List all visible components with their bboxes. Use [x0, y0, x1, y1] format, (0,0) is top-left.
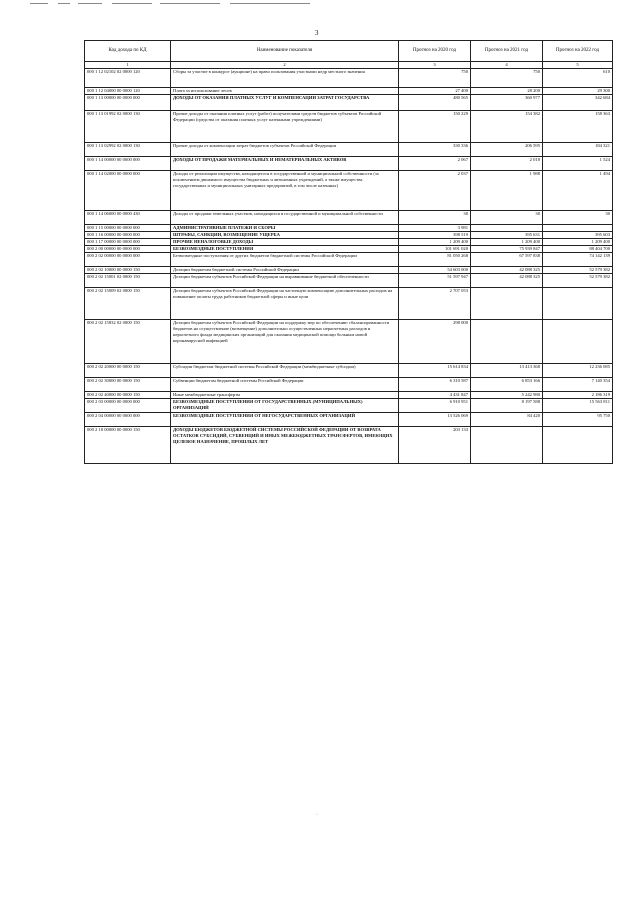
table-row: [85, 69, 613, 88]
header-2020: Прогноз на 2020 год: [399, 41, 471, 62]
row-name: Безвозмездные поступления от других бюджетов бюджетной системы Российской Федерации: [171, 253, 399, 267]
table-row: [85, 225, 613, 232]
row-value-2022: 15 563 811: [543, 399, 613, 413]
row-value-2022: [543, 320, 613, 364]
row-name: ДОХОДЫ ОТ ПРОДАЖИ МАТЕРИАЛЬНЫХ И НЕМАТЕРИАЛЬНЫХ АКТИВОВ: [171, 157, 399, 171]
row-name: ПРОЧИЕ НЕНАЛОГОВЫЕ ДОХОДЫ: [171, 239, 399, 246]
row-code: 000 1 13 00000 00 0000 000: [85, 95, 171, 111]
column-index: 1: [85, 62, 171, 69]
row-code: 000 2 02 30000 00 0000 150: [85, 378, 171, 392]
row-value-2022: 342 684: [543, 95, 613, 111]
row-value-2022: 52 579 382: [543, 274, 613, 288]
row-value-2021: 2 018: [471, 157, 543, 171]
row-code: 000 2 02 10000 00 0000 150: [85, 267, 171, 274]
revenue-forecast-table: [84, 40, 613, 464]
row-code: 000 2 03 00000 00 0000 000: [85, 399, 171, 413]
row-value-2020: 203 133: [399, 427, 471, 464]
row-value-2021: 13 413 368: [471, 364, 543, 378]
row-value-2020: 2 707 053: [399, 288, 471, 320]
scan-artifact-marks: [30, 3, 330, 5]
row-code: 000 2 02 15832 02 0000 150: [85, 320, 171, 364]
row-value-2020: 750: [399, 69, 471, 88]
row-value-2021: [471, 320, 543, 364]
header-code: Код дохода по КД: [85, 41, 171, 62]
row-name: Сборы за участие в конкурсе (аукционе) на право пользования участками недр местного значения: [171, 69, 399, 88]
row-value-2021: 75 939 847: [471, 246, 543, 253]
row-value-2022: 12 236 085: [543, 364, 613, 378]
row-name: Иные межбюджетные трансферты: [171, 392, 399, 399]
row-value-2022: [543, 288, 613, 320]
row-code: 000 2 00 00000 00 0000 000: [85, 246, 171, 253]
row-name: Субсидии бюджетам бюджетной системы Российской Федерации (межбюджетные субсидии): [171, 364, 399, 378]
row-value-2022: 395 603: [543, 232, 613, 239]
row-code: 000 2 02 15009 02 0000 150: [85, 288, 171, 320]
table-row: [85, 171, 613, 211]
row-value-2020: 480 565: [399, 95, 471, 111]
table-row: [85, 157, 613, 171]
row-value-2022: 184 321: [543, 143, 613, 157]
row-value-2021: 30: [471, 211, 543, 225]
table-row: [85, 95, 613, 111]
row-code: 000 2 02 00000 00 0000 000: [85, 253, 171, 267]
row-code: 000 2 18 00000 00 0000 150: [85, 427, 171, 464]
table-row: [85, 211, 613, 225]
row-value-2020: 51 597 947: [399, 274, 471, 288]
row-code: 000 2 04 00000 00 0000 000: [85, 413, 171, 427]
row-value-2021: 5 242 980: [471, 392, 543, 399]
row-name: Доходы от реализации имущества, находящегося в государственной и муниципальной собственности (за исключением движимого имущества бюджетных и автономных учреждений, а также имущества государственных и муниципальных унитарных предприятий, в том числе казенных): [171, 171, 399, 211]
row-name: Плата за использование лесов: [171, 88, 399, 95]
row-value-2021: [471, 288, 543, 320]
row-value-2020: 30: [399, 211, 471, 225]
row-name: АДМИНИСТРАТИВНЫЕ ПЛАТЕЖИ И СБОРЫ: [171, 225, 399, 232]
header-name: Наименование показателя: [171, 41, 399, 62]
row-value-2021: 67 597 838: [471, 253, 543, 267]
row-value-2022: [543, 427, 613, 464]
table-row: [85, 413, 613, 427]
row-value-2020: 1 209 400: [399, 239, 471, 246]
row-value-2022: 7 140 354: [543, 378, 613, 392]
scan-speck: ·: [316, 812, 318, 818]
table-row: [85, 392, 613, 399]
row-value-2021: 360 977: [471, 95, 543, 111]
table-row: [85, 364, 613, 378]
row-value-2022: 30: [543, 211, 613, 225]
row-value-2021: [471, 225, 543, 232]
row-value-2020: 13 526 069: [399, 413, 471, 427]
row-code: 000 1 15 00000 00 0000 000: [85, 225, 171, 232]
table-row: [85, 427, 613, 464]
row-value-2021: [471, 427, 543, 464]
row-value-2020: 4 431 847: [399, 392, 471, 399]
row-value-2021: 8 197 588: [471, 399, 543, 413]
row-code: 000 1 12 02102 02 0000 120: [85, 69, 171, 88]
row-name: Прочие доходы от компенсации затрат бюджетов субъектов Российской Федерации: [171, 143, 399, 157]
row-code: 000 1 13 02992 02 0000 130: [85, 143, 171, 157]
row-code: 000 1 14 00000 00 0000 000: [85, 157, 171, 171]
row-name: Дотации бюджетам субъектов Российской Федерации на поддержку мер по обеспечению сбалансированности бюджетов на осуществление (возмещение) дополнительно осуществленных нерасчетных расходов и нерасчетного фонда медицинских организаций для оказания медицинской помощи больным новой коронавирусной инфекцией: [171, 320, 399, 364]
table-row: [85, 320, 613, 364]
row-value-2020: 15 614 834: [399, 364, 471, 378]
row-name: БЕЗВОЗМЕЗДНЫЕ ПОСТУПЛЕНИЯ ОТ НЕГОСУДАРСТВЕННЫХ ОРГАНИЗАЦИЙ: [171, 413, 399, 427]
row-code: 000 1 14 02000 00 0000 000: [85, 171, 171, 211]
row-value-2022: 74 142 139: [543, 253, 613, 267]
row-value-2022: 95 750: [543, 413, 613, 427]
row-value-2021: 206 595: [471, 143, 543, 157]
row-value-2022: 1 494: [543, 171, 613, 211]
row-value-2020: 3 981: [399, 225, 471, 232]
row-name: БЕЗВОЗМЕЗДНЫЕ ПОСТУПЛЕНИЯ ОТ ГОСУДАРСТВЕННЫХ (МУНИЦИПАЛЬНЫХ) ОРГАНИЗАЦИЙ: [171, 399, 399, 413]
row-value-2020: 101 691 020: [399, 246, 471, 253]
row-value-2021: 42 088 325: [471, 274, 543, 288]
row-value-2022: 1 209 400: [543, 239, 613, 246]
row-value-2022: 29 300: [543, 88, 613, 95]
row-name: ДОХОДЫ ОТ ОКАЗАНИЯ ПЛАТНЫХ УСЛУГ И КОМПЕНСАЦИИ ЗАТРАТ ГОСУДАРСТВА: [171, 95, 399, 111]
row-value-2020: 330 336: [399, 143, 471, 157]
row-value-2021: 42 088 325: [471, 267, 543, 274]
table-row: [85, 239, 613, 246]
table-row: [85, 288, 613, 320]
table-row: [85, 88, 613, 95]
row-value-2022: 52 579 382: [543, 267, 613, 274]
row-value-2021: 1 209 400: [471, 239, 543, 246]
row-value-2020: 81 050 268: [399, 253, 471, 267]
row-value-2021: 28 200: [471, 88, 543, 95]
row-name: Дотации бюджетам субъектов Российской Федерации на частичную компенсацию дополнительных расходов на повышение оплаты труда работников бюджетной сферы и иные цели: [171, 288, 399, 320]
row-value-2021: 750: [471, 69, 543, 88]
row-name: Прочие доходы от оказания платных услуг (работ) получателями средств бюджетов субъектов Российской Федерации (средства от оказания платных услуг казенными учреждениями): [171, 111, 399, 143]
header-2021: Прогноз на 2021 год: [471, 41, 543, 62]
table-row: [85, 378, 613, 392]
row-value-2022: 158 363: [543, 111, 613, 143]
page-number: 3: [315, 29, 319, 37]
row-value-2022: 88 404 700: [543, 246, 613, 253]
row-value-2021: 1 988: [471, 171, 543, 211]
row-code: 000 1 17 00000 00 0000 000: [85, 239, 171, 246]
row-name: БЕЗВОЗМЕЗДНЫЕ ПОСТУПЛЕНИЯ: [171, 246, 399, 253]
row-name: Субвенции бюджетам бюджетной системы Российской Федерации: [171, 378, 399, 392]
row-name: ШТРАФЫ, САНКЦИИ, ВОЗМЕЩЕНИЕ УЩЕРБА: [171, 232, 399, 239]
column-index: 2: [171, 62, 399, 69]
row-name: Доходы от продажи земельных участков, находящихся в государственной и муниципальной собственности: [171, 211, 399, 225]
row-value-2021: 84 420: [471, 413, 543, 427]
row-value-2020: 2 037: [399, 171, 471, 211]
table-row: [85, 253, 613, 267]
table-header-row: [85, 41, 613, 62]
row-code: 000 2 02 15001 02 0000 150: [85, 274, 171, 288]
row-code: 000 2 02 20000 00 0000 150: [85, 364, 171, 378]
row-value-2020: 150 229: [399, 111, 471, 143]
row-value-2021: 154 382: [471, 111, 543, 143]
row-name: ДОХОДЫ БЮДЖЕТОВ БЮДЖЕТНОЙ СИСТЕМЫ РОССИЙСКОЙ ФЕДЕРАЦИИ ОТ ВОЗВРАТА ОСТАТКОВ СУБСИДИЙ, СУБВЕНЦИЙ И ИНЫХ МЕЖБЮДЖЕТНЫХ ТРАНСФЕРТОВ, ИМЕЮЩИХ ЦЕЛЕВОЕ НАЗНАЧЕНИЕ, ПРОШЛЫХ ЛЕТ: [171, 427, 399, 464]
row-value-2022: 1 524: [543, 157, 613, 171]
column-index: 5: [543, 62, 613, 69]
row-value-2021: 395 631: [471, 232, 543, 239]
header-2022: Прогноз на 2022 год: [543, 41, 613, 62]
table-body: [85, 69, 613, 464]
column-index-row: [85, 62, 613, 69]
row-value-2020: 54 603 000: [399, 267, 471, 274]
table-row: [85, 246, 613, 253]
table-row: [85, 267, 613, 274]
row-code: 000 1 14 06000 00 0000 430: [85, 211, 171, 225]
row-value-2020: 298 000: [399, 320, 471, 364]
row-code: 000 1 16 00000 00 0000 000: [85, 232, 171, 239]
table-row: [85, 399, 613, 413]
row-value-2021: 6 853 166: [471, 378, 543, 392]
row-value-2022: 2 186 319: [543, 392, 613, 399]
table-row: [85, 232, 613, 239]
column-index: 3: [399, 62, 471, 69]
row-value-2022: [543, 225, 613, 232]
table-row: [85, 274, 613, 288]
row-value-2020: 27 400: [399, 88, 471, 95]
row-code: 000 1 13 01992 02 0000 130: [85, 111, 171, 143]
row-code: 000 1 12 04000 00 0000 120: [85, 88, 171, 95]
row-value-2020: 6 910 951: [399, 399, 471, 413]
row-value-2022: 610: [543, 69, 613, 88]
row-name: Дотации бюджетам бюджетной системы Российской Федерации: [171, 267, 399, 274]
row-value-2020: 6 310 587: [399, 378, 471, 392]
row-value-2020: 2 067: [399, 157, 471, 171]
row-name: Дотации бюджетам субъектов Российской Федерации на выравнивание бюджетной обеспеченности: [171, 274, 399, 288]
row-code: 000 2 02 40000 00 0000 150: [85, 392, 171, 399]
table-row: [85, 111, 613, 143]
column-index: 4: [471, 62, 543, 69]
table-row: [85, 143, 613, 157]
row-value-2020: 398 519: [399, 232, 471, 239]
